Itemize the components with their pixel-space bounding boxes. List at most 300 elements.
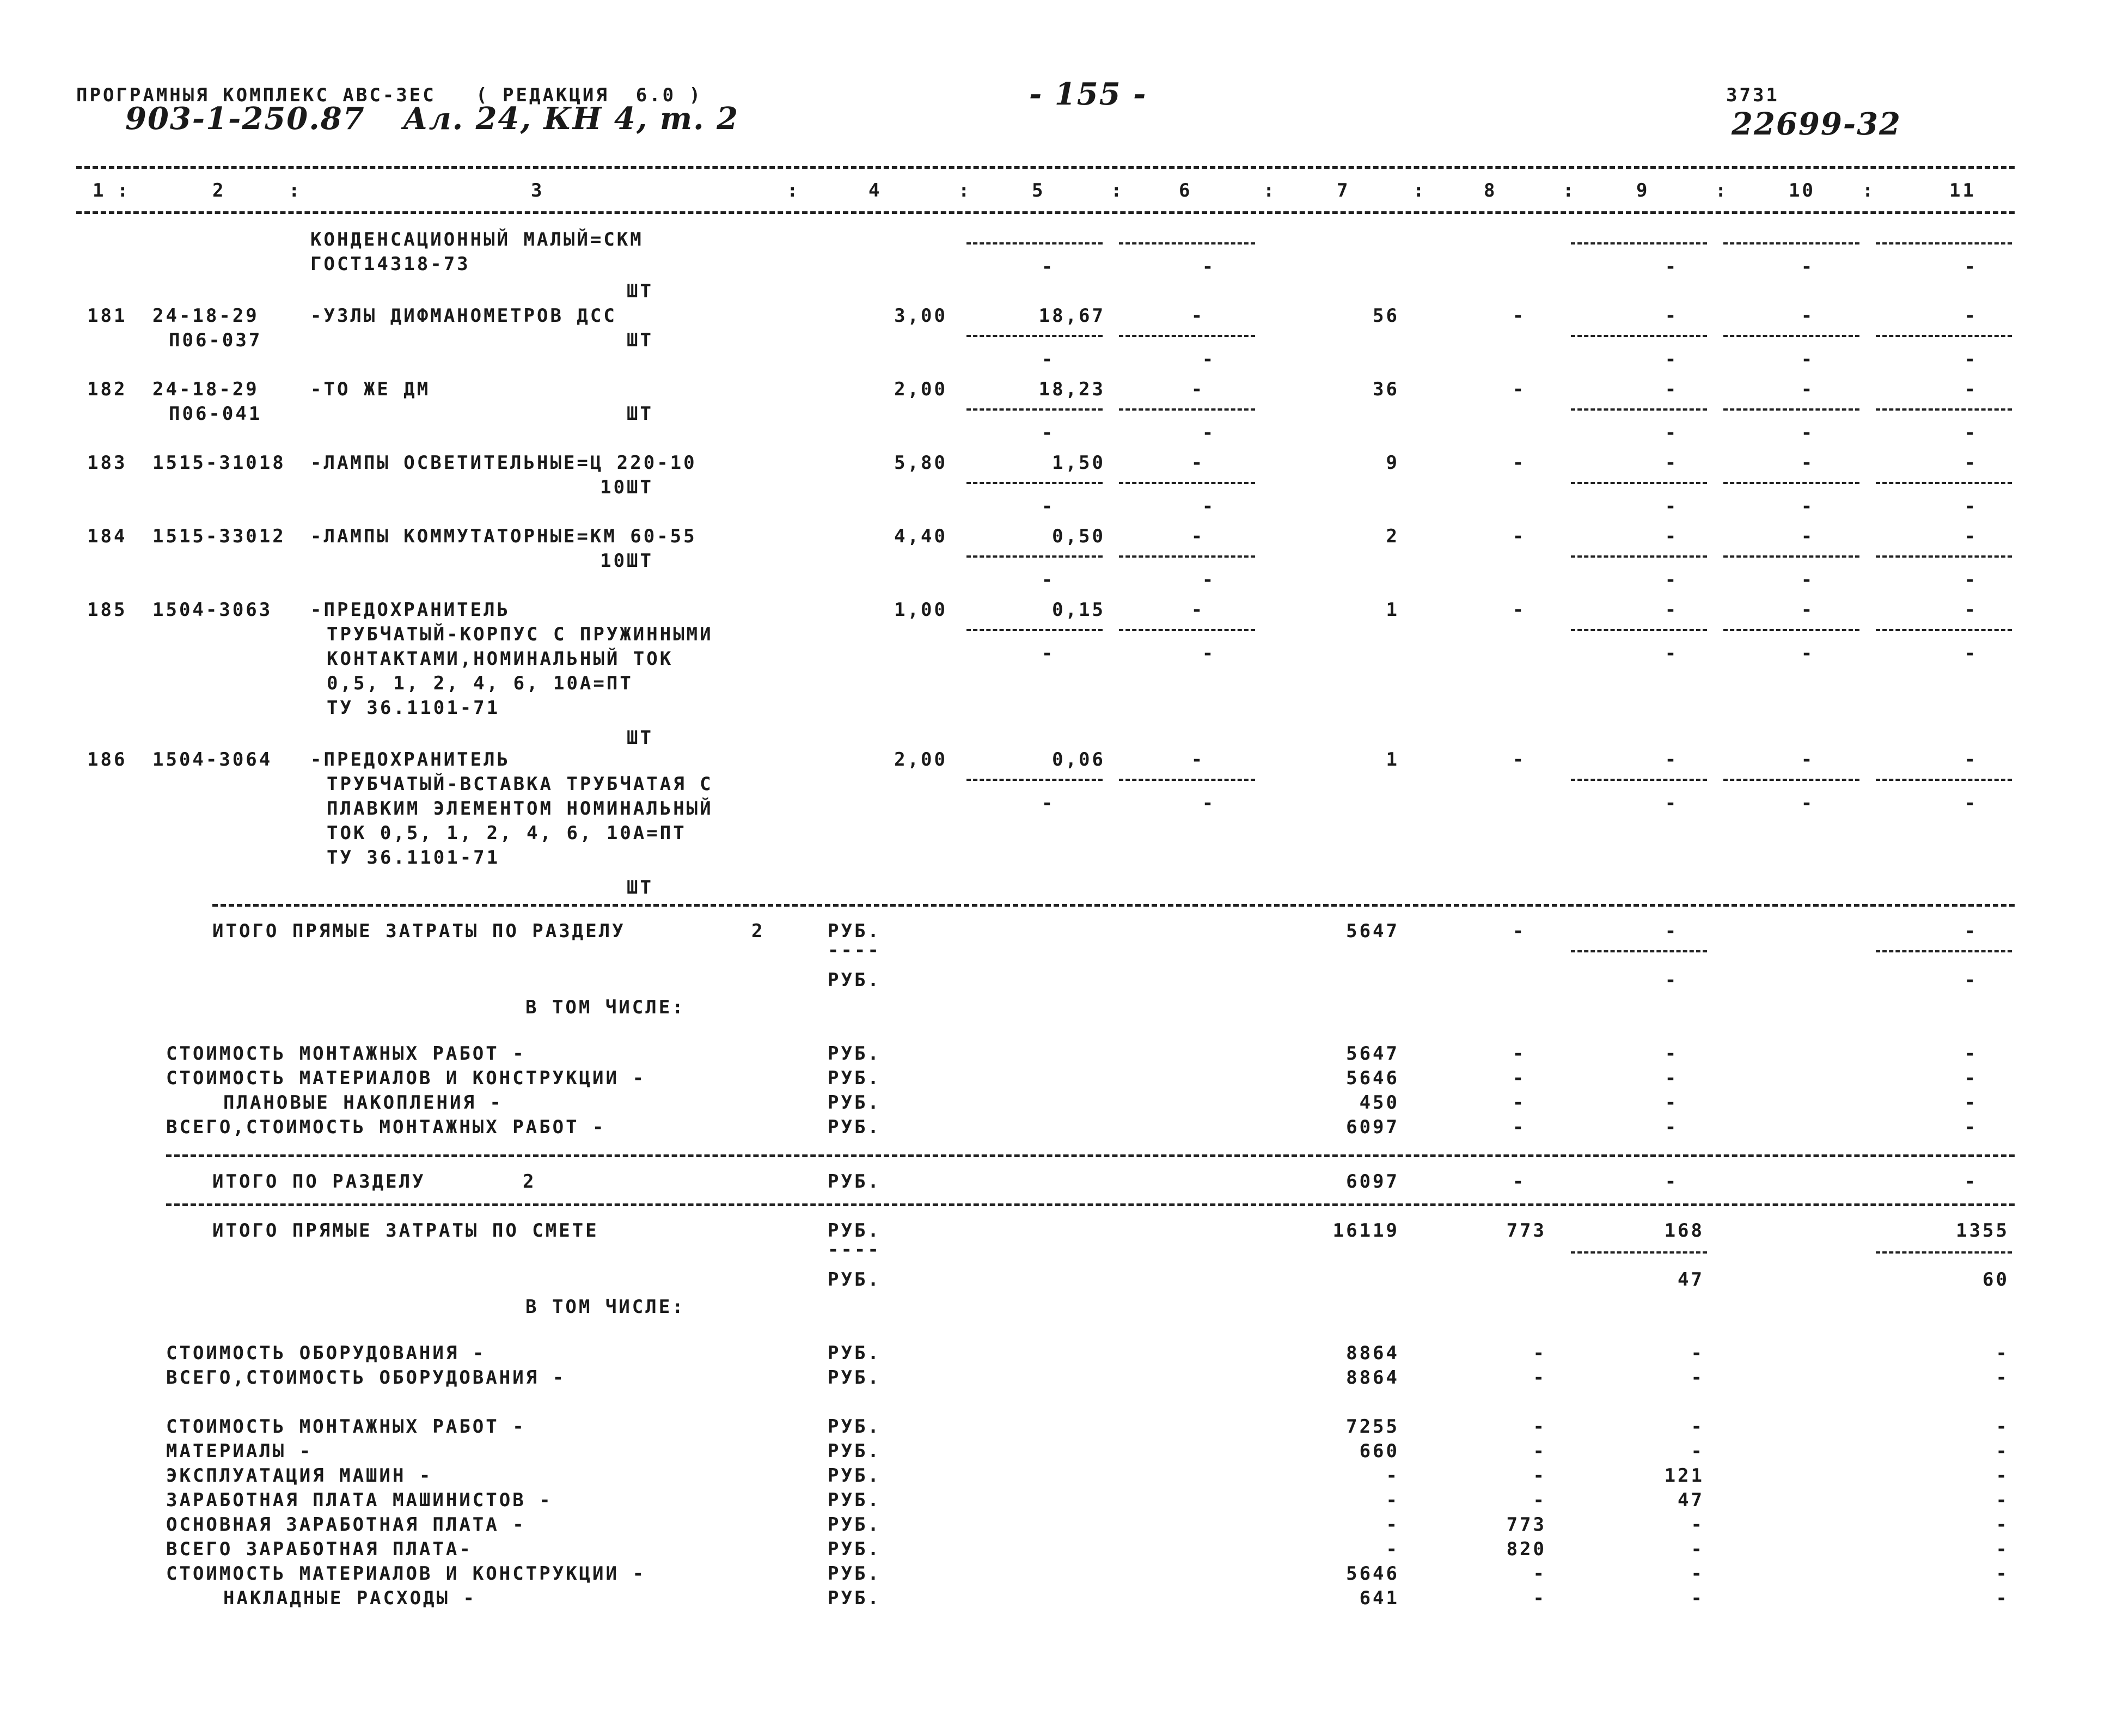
cell-rule [1876,408,2012,411]
cell-rule [1723,482,1859,484]
column-separator: : [117,180,131,201]
dash-mark: - [1665,792,1679,814]
cell-rule [1571,779,1707,781]
header-rule-top [76,166,2015,169]
estimate-line-c11: - [1996,1563,2009,1585]
unit-rub: РУБ. [828,1465,881,1487]
cell-rule [966,555,1103,558]
document-code: 3731 [1726,84,1779,106]
dash-mark: - [1964,1043,1978,1065]
column-separator: : [787,180,800,201]
estimate-line-c8: - [1533,1489,1546,1511]
unit-rub: РУБ. [828,1171,881,1193]
estimate-line-c8: - [1533,1416,1546,1438]
column-header: 8 [1484,180,1497,201]
column-header: 9 [1636,180,1650,201]
unit-rub: РУБ. [828,1514,881,1536]
dash-mark: - [1512,1092,1526,1114]
estimate-line-c11: - [1996,1440,2009,1462]
cell-rule [1571,555,1707,558]
item-unit: 10ШТ [600,550,653,572]
cell-rule [1723,335,1859,337]
sheet-reference-handwritten: Ал. 24, КН 4, т. 2 [403,101,739,137]
including-heading: В ТОМ ЧИСЛЕ: [525,997,686,1018]
column-header: 11 [1949,180,1976,201]
dash-mark: - [1964,569,1978,591]
column-separator: : [1862,180,1876,201]
dash-mark: - [1964,643,1978,664]
total-cost: 9 [1386,452,1399,474]
dash-mark: - [1801,569,1815,591]
estimate-line-label: ВСЕГО,СТОИМОСТЬ ОБОРУДОВАНИЯ - [166,1367,566,1389]
item-description: ТОК 0,5, 1, 2, 4, 6, 10А=ПТ [327,822,687,844]
estimate-line-c9: - [1691,1538,1704,1560]
cell-rule [966,242,1103,244]
item-description: ТУ 36.1101-71 [327,697,500,719]
column-11: - [1964,305,1978,327]
column-separator: : [1715,180,1729,201]
unit-price: 18,67 [1038,305,1105,327]
section-line-label: СТОИМОСТЬ МОНТАЖНЫХ РАБОТ - [166,1043,526,1065]
cell-rule [1119,408,1255,411]
dash-mark: - [1512,1116,1526,1138]
column-8: - [1512,749,1526,771]
estimate-line-c7: - [1386,1514,1399,1536]
dash-mark: - [1665,969,1679,991]
cell-rule [1571,482,1707,484]
dash-mark: - [1964,1171,1978,1193]
dash-mark: - [1041,496,1055,517]
estimate-direct-c11: 1355 [1956,1220,2009,1242]
unit-rub: РУБ. [828,1563,881,1585]
item-description: -ПРЕДОХРАНИТЕЛЬ [310,749,511,771]
item-description: ТРУБЧАТЫЙ-КОРПУС С ПРУЖИННЫМИ [327,624,713,645]
unit-rub: РУБ. [828,1489,881,1511]
estimate-line-c9: - [1691,1587,1704,1609]
estimate-line-c8: - [1533,1587,1546,1609]
column-header: 5 [1032,180,1045,201]
item-unit: 10ШТ [600,476,653,498]
quantity: 2,00 [894,749,947,771]
estimate-line-c7: - [1386,1538,1399,1560]
column-11: - [1964,599,1978,621]
unit-rub: РУБ. [828,1440,881,1462]
dash-mark: - [1665,422,1679,444]
estimate-line-c9: - [1691,1440,1704,1462]
cell-rule [1119,482,1255,484]
cell-rule [1723,408,1859,411]
dash-mark: - [1512,920,1526,942]
dash-mark: - [1665,1043,1679,1065]
price-code-sub: П06-041 [169,403,262,425]
column-separator: : [1111,180,1124,201]
column-9: - [1665,305,1679,327]
dash-mark: - [1512,1043,1526,1065]
cell-rule [1119,555,1255,558]
dash-mark: - [1801,643,1815,664]
dash-mark: - [1964,256,1978,278]
unit-price: 1,50 [1052,452,1105,474]
header-rule-bottom [76,211,2015,214]
row-number: 182 [87,378,127,400]
section-rule [212,904,2015,907]
estimate-line-c8: - [1533,1440,1546,1462]
dash-mark: - [1964,920,1978,942]
item-description: -УЗЛЫ ДИФМАНОМЕТРОВ ДСС [310,305,617,327]
section-total-value: 6097 [1346,1171,1399,1193]
total-cost: 1 [1386,599,1399,621]
column-6: - [1191,305,1205,327]
estimate-line-c7: 641 [1359,1587,1399,1609]
dash-mark: - [1041,569,1055,591]
column-header: 1 [93,180,106,201]
cell-rule [1571,1251,1707,1254]
project-number-handwritten: 903-1-250.87 [125,101,365,137]
program-title: ПРОГРАМНЫЯ КОМПЛЕКС АВС-ЗЕС ( РЕДАКЦИЯ 6.0 ) [76,84,703,106]
column-6: - [1191,452,1205,474]
cell-rule [1876,950,2012,952]
item-unit: ШТ [627,280,653,302]
unit-rub: РУБ. [828,1416,881,1438]
quantity: 4,40 [894,525,947,547]
price-code: 1504-3063 [152,599,273,621]
dash-mark: - [1665,1067,1679,1089]
dash-mark: - [1665,569,1679,591]
section-direct-number: 2 [751,920,765,942]
estimate-line-c8: - [1533,1342,1546,1364]
estimate-c9-second: 47 [1678,1269,1704,1291]
dash-mark: - [1665,1116,1679,1138]
quantity: 2,00 [894,378,947,400]
dash-mark: - [1665,349,1679,370]
column-8: - [1512,452,1526,474]
estimate-line-label: МАТЕРИАЛЫ - [166,1440,313,1462]
column-11: - [1964,749,1978,771]
estimate-line-c7: 660 [1359,1440,1399,1462]
cell-rule [966,629,1103,631]
section-line-value: 5647 [1346,1043,1399,1065]
row-number: 184 [87,525,127,547]
cell-rule [1119,335,1255,337]
section-line-value: 450 [1359,1092,1399,1114]
column-header: 10 [1789,180,1815,201]
column-6: - [1191,749,1205,771]
estimate-line-label: СТОИМОСТЬ ОБОРУДОВАНИЯ - [166,1342,486,1364]
unit-price: 0,06 [1052,749,1105,771]
dash-mark: - [1202,496,1216,517]
cell-rule [1876,555,2012,558]
dash-mark: - [1202,643,1216,664]
estimate-line-c7: 8864 [1346,1342,1399,1364]
column-10: - [1801,525,1815,547]
column-header: 3 [531,180,544,201]
cell-rule [1571,629,1707,631]
item-description: -ЛАМПЫ КОММУТАТОРНЫЕ=КМ 60-55 [310,525,697,547]
cell-rule [1119,242,1255,244]
column-10: - [1801,305,1815,327]
estimate-line-c8: 773 [1506,1514,1546,1536]
column-9: - [1665,525,1679,547]
estimate-direct-c8: 773 [1506,1220,1546,1242]
estimate-c11-second: 60 [1983,1269,2009,1291]
column-separator: : [1263,180,1277,201]
column-11: - [1964,378,1978,400]
section-line-label: СТОИМОСТЬ МАТЕРИАЛОВ И КОНСТРУКЦИИ - [166,1067,646,1089]
price-code: 24-18-29 [152,378,259,400]
item-description: -ПРЕДОХРАНИТЕЛЬ [310,599,511,621]
row-number: 185 [87,599,127,621]
section-line-value: 6097 [1346,1116,1399,1138]
item-unit: ШТ [627,877,653,898]
item-unit: ШТ [627,329,653,351]
row-number: 181 [87,305,127,327]
estimate-line-c8: - [1533,1563,1546,1585]
price-code-sub: П06-037 [169,329,262,351]
total-cost: 56 [1373,305,1399,327]
cell-rule [1876,242,2012,244]
cell-rule [1119,779,1255,781]
dash-mark: - [1665,1092,1679,1114]
unit-rub: РУБ. [828,1367,881,1389]
estimate-line-c9: - [1691,1563,1704,1585]
dash-mark: - [1041,792,1055,814]
estimate-line-c11: - [1996,1416,2009,1438]
dash-mark: - [1665,256,1679,278]
dash-mark: - [1964,349,1978,370]
dash-mark: - [1041,422,1055,444]
dash-mark: - [1801,496,1815,517]
item-unit: ШТ [627,403,653,425]
dash-mark: - [1202,256,1216,278]
cell-rule [1723,242,1859,244]
document-code-handwritten: 22699-32 [1732,106,1901,142]
dash-mark: - [1964,496,1978,517]
column-9: - [1665,599,1679,621]
price-code: 1515-31018 [152,452,286,474]
estimate-line-c9: 47 [1678,1489,1704,1511]
total-cost: 2 [1386,525,1399,547]
column-separator: : [289,180,302,201]
estimate-line-c8: - [1533,1367,1546,1389]
quantity: 3,00 [894,305,947,327]
section-total-label: ИТОГО ПО РАЗДЕЛУ [212,1171,426,1193]
column-header: 2 [212,180,226,201]
cell-rule [1571,408,1707,411]
cell-rule [1876,629,2012,631]
dash-mark: - [1964,1092,1978,1114]
estimate-line-c11: - [1996,1489,2009,1511]
column-separator: : [1413,180,1427,201]
unit-rub: РУБ. [828,1043,881,1065]
estimate-line-c11: - [1996,1587,2009,1609]
column-header: 4 [868,180,882,201]
dash-mark: - [1801,349,1815,370]
cell-rule [966,335,1103,337]
unit-rub: РУБ. [828,1342,881,1364]
dash-mark: - [1801,792,1815,814]
price-code: 1515-33012 [152,525,286,547]
column-header: 7 [1337,180,1350,201]
cell-rule [1876,1251,2012,1254]
estimate-direct-label: ИТОГО ПРЯМЫЕ ЗАТРАТЫ ПО СМЕТЕ [212,1220,599,1242]
quantity: 1,00 [894,599,947,621]
item-description: ГОСТ14318-73 [310,253,470,275]
item-description: -ТО ЖЕ ДМ [310,378,431,400]
column-11: - [1964,452,1978,474]
column-separator: : [1563,180,1576,201]
total-cost: 36 [1373,378,1399,400]
estimate-line-c9: 121 [1664,1465,1704,1487]
cell-rule [966,408,1103,411]
column-10: - [1801,749,1815,771]
dash-mark: - [1202,569,1216,591]
dash-mark: - [1964,969,1978,991]
item-unit: ШТ [627,727,653,749]
estimate-line-label: СТОИМОСТЬ МОНТАЖНЫХ РАБОТ - [166,1416,526,1438]
estimate-line-label: СТОИМОСТЬ МАТЕРИАЛОВ И КОНСТРУКЦИИ - [166,1563,646,1585]
unit-rub: РУБ. [828,1587,881,1609]
column-separator: : [958,180,972,201]
column-8: - [1512,525,1526,547]
dash-mark: - [1041,643,1055,664]
quantity: 5,80 [894,452,947,474]
section-rule [166,1203,2015,1206]
column-8: - [1512,599,1526,621]
cell-rule [966,482,1103,484]
estimate-line-c9: - [1691,1514,1704,1536]
section-line-value: 5646 [1346,1067,1399,1089]
total-cost: 1 [1386,749,1399,771]
dash-mark: - [1964,1067,1978,1089]
column-9: - [1665,378,1679,400]
unit-rub: РУБ. [828,1269,881,1291]
column-6: - [1191,599,1205,621]
dash-mark: - [1512,1067,1526,1089]
unit-rub: РУБ. [828,1092,881,1114]
dash-mark: - [1801,422,1815,444]
column-8: - [1512,305,1526,327]
item-description: КОНДЕНСАЦИОННЫЙ МАЛЫЙ=СКМ [310,229,644,250]
dash-mark: - [1665,920,1679,942]
column-6: - [1191,525,1205,547]
dash-mark: - [1041,256,1055,278]
row-number: 186 [87,749,127,771]
price-code: 24-18-29 [152,305,259,327]
dash-mark: - [1964,422,1978,444]
estimate-line-label: ВСЕГО ЗАРАБОТНАЯ ПЛАТА- [166,1538,473,1560]
cell-rule [1723,779,1859,781]
estimate-line-c8: - [1533,1465,1546,1487]
estimate-direct-c9: 168 [1664,1220,1704,1242]
estimate-line-c7: - [1386,1465,1399,1487]
estimate-line-c9: - [1691,1342,1704,1364]
cell-rule [1723,555,1859,558]
section-line-label: ПЛАНОВЫЕ НАКОПЛЕНИЯ - [223,1092,503,1114]
dash-mark: - [1512,1171,1526,1193]
cell-rule [966,779,1103,781]
dash-mark: - [1041,349,1055,370]
column-11: - [1964,525,1978,547]
unit-price: 18,23 [1038,378,1105,400]
estimate-line-label: ЗАРАБОТНАЯ ПЛАТА МАШИНИСТОВ - [166,1489,553,1511]
cell-rule [1571,242,1707,244]
item-description: -ЛАМПЫ ОСВЕТИТЕЛЬНЫЕ=Ц 220-10 [310,452,697,474]
unit-rub: РУБ. [828,1067,881,1089]
cell-rule [1876,335,2012,337]
estimate-line-c7: 7255 [1346,1416,1399,1438]
estimate-line-c9: - [1691,1416,1704,1438]
dash-mark: - [1964,1116,1978,1138]
unit-price: 0,50 [1052,525,1105,547]
column-9: - [1665,452,1679,474]
dash-mark: - [1801,256,1815,278]
section-rule [166,1154,2015,1157]
cell-rule [1876,779,2012,781]
column-10: - [1801,378,1815,400]
section-direct-total: 5647 [1346,920,1399,942]
cell-rule [1723,629,1859,631]
column-header: 6 [1179,180,1192,201]
column-9: - [1665,749,1679,771]
estimate-line-c11: - [1996,1538,2009,1560]
estimate-line-c11: - [1996,1514,2009,1536]
section-direct-label: ИТОГО ПРЯМЫЕ ЗАТРАТЫ ПО РАЗДЕЛУ [212,920,626,942]
dash-mark: - [1665,1171,1679,1193]
cell-rule [1119,629,1255,631]
column-10: - [1801,599,1815,621]
estimate-line-c8: 820 [1506,1538,1546,1560]
price-code: 1504-3064 [152,749,273,771]
estimate-line-c11: - [1996,1342,2009,1364]
dash-mark: - [1665,496,1679,517]
estimate-line-c7: 5646 [1346,1563,1399,1585]
unit-rub: РУБ. [828,1220,881,1242]
item-description: ТУ 36.1101-71 [327,847,500,869]
dash-mark: - [1202,349,1216,370]
estimate-line-label: ЭКСПЛУАТАЦИЯ МАШИН - [166,1465,433,1487]
section-total-number: 2 [523,1171,536,1193]
dash-mark: - [1964,792,1978,814]
unit-rub: РУБ. [828,920,881,942]
including-heading: В ТОМ ЧИСЛЕ: [525,1296,686,1318]
estimate-line-c7: - [1386,1489,1399,1511]
unit-price: 0,15 [1052,599,1105,621]
unit-rub: РУБ. [828,1538,881,1560]
dash-mark: - [1202,422,1216,444]
unit-rub: РУБ. [828,969,881,991]
cell-rule [1876,482,2012,484]
unit-rub-rule: ---- [828,939,881,961]
dash-mark: - [1202,792,1216,814]
estimate-line-label: ОСНОВНАЯ ЗАРАБОТНАЯ ПЛАТА - [166,1514,526,1536]
section-line-label: ВСЕГО,СТОИМОСТЬ МОНТАЖНЫХ РАБОТ - [166,1116,606,1138]
cell-rule [1571,335,1707,337]
unit-rub: РУБ. [828,1116,881,1138]
dash-mark: - [1665,643,1679,664]
column-8: - [1512,378,1526,400]
estimate-line-c7: 8864 [1346,1367,1399,1389]
page-number: - 155 - [1029,76,1147,112]
estimate-direct-c7: 16119 [1332,1220,1399,1242]
estimate-line-label: НАКЛАДНЫЕ РАСХОДЫ - [223,1587,476,1609]
column-6: - [1191,378,1205,400]
column-10: - [1801,452,1815,474]
item-description: КОНТАКТАМИ,НОМИНАЛЬНЫЙ ТОК [327,648,674,670]
estimate-line-c11: - [1996,1367,2009,1389]
estimate-line-c9: - [1691,1367,1704,1389]
item-description: 0,5, 1, 2, 4, 6, 10А=ПТ [327,673,633,694]
row-number: 183 [87,452,127,474]
